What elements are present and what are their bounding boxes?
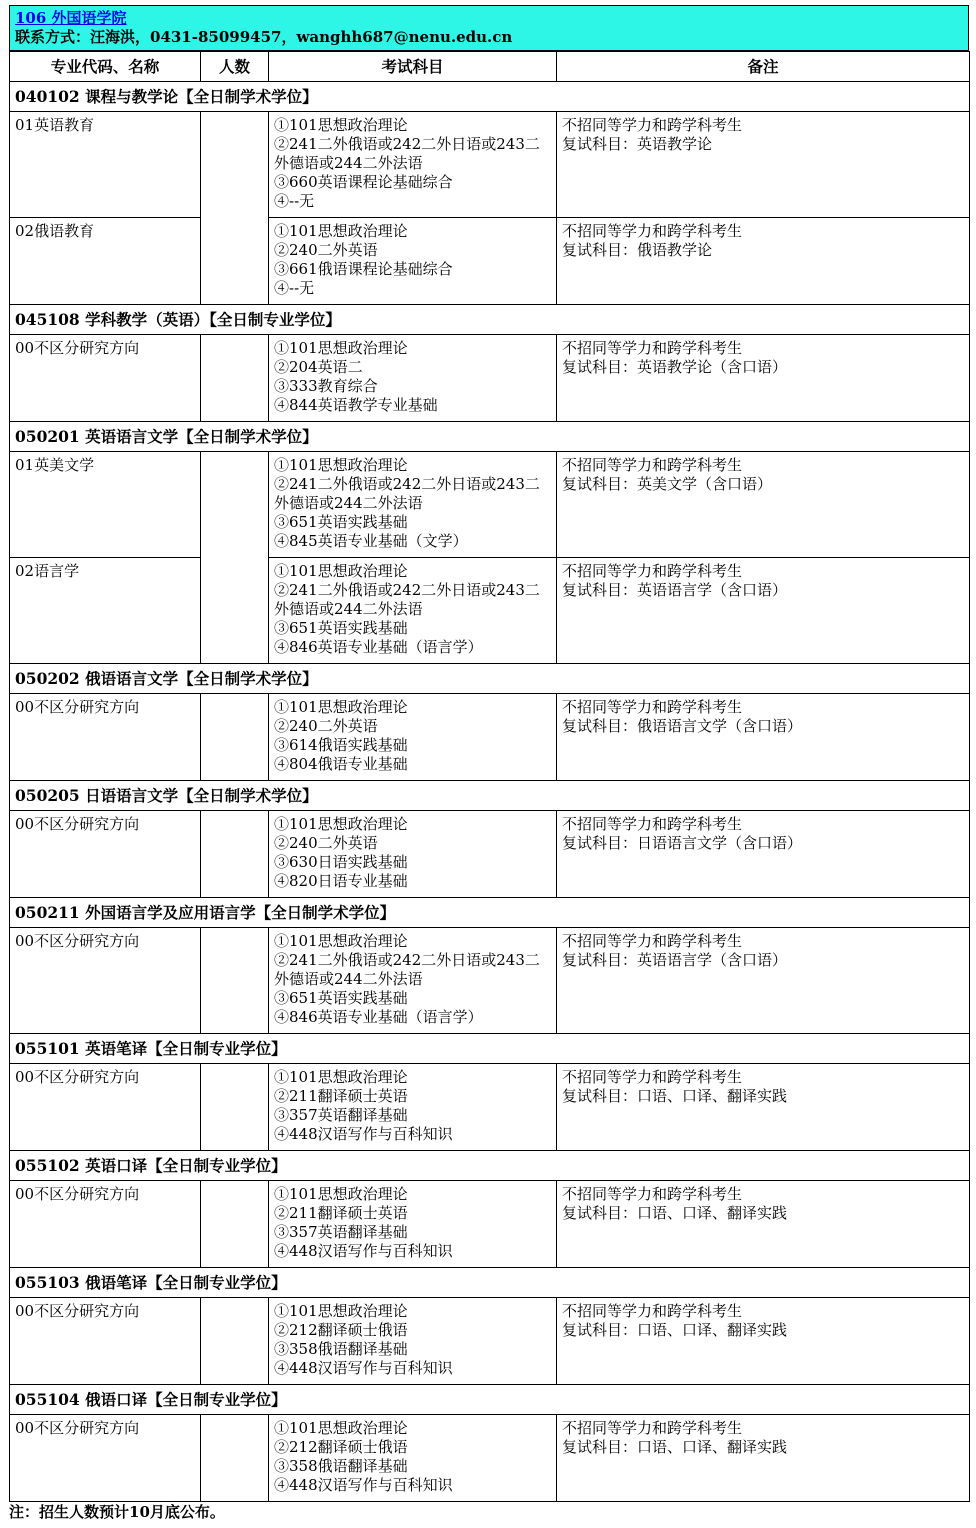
remark-line: 复试科目：英语语言学（含口语） xyxy=(562,581,788,599)
exam-subject-item: ④448汉语写作与百科知识 xyxy=(274,1476,453,1494)
research-direction: 00不区分研究方向 xyxy=(10,1298,201,1385)
exam-subject-item: ③357英语翻译基础 xyxy=(274,1223,408,1241)
remark-line: 不招同等学力和跨学科考生 xyxy=(562,1302,743,1320)
table-row xyxy=(10,1181,970,1268)
enrollment-count xyxy=(201,1181,269,1268)
section-title: 055104 俄语口译【全日制专业学位】 xyxy=(10,1385,970,1415)
remark-line: 复试科目：口语、口译、翻译实践 xyxy=(562,1321,788,1339)
remark-line: 复试科目：日语语言文学（含口语） xyxy=(562,834,803,852)
table-row xyxy=(10,335,970,422)
table-row xyxy=(10,928,970,1034)
exam-subjects xyxy=(269,112,557,218)
remark-line: 不招同等学力和跨学科考生 xyxy=(562,116,743,134)
remark-line: 不招同等学力和跨学科考生 xyxy=(562,1185,743,1203)
remark-line: 复试科目：英美文学（含口语） xyxy=(562,475,773,493)
enrollment-count xyxy=(201,1064,269,1151)
table-row xyxy=(10,1415,970,1502)
exam-subject-item: ④845英语专业基础（文学） xyxy=(274,532,468,550)
exam-subject-item: ②211翻译硕士英语 xyxy=(274,1204,408,1222)
exam-subject-item: ③660英语课程论基础综合 xyxy=(274,173,453,191)
remark-line: 复试科目：英语语言学（含口语） xyxy=(562,951,788,969)
college-header xyxy=(9,5,969,51)
exam-subject-item: ①101思想政治理论 xyxy=(274,932,408,950)
remarks xyxy=(557,1064,970,1151)
exam-subject-item: ②241二外俄语或242二外日语或243二外德语或244二外法语 xyxy=(274,135,540,172)
remark-line: 复试科目：俄语教学论 xyxy=(562,241,713,259)
remarks xyxy=(557,558,970,664)
exam-subject-item: ③333教育综合 xyxy=(274,377,378,395)
exam-subjects xyxy=(269,558,557,664)
section-title: 045108 学科教学（英语）【全日制专业学位】 xyxy=(10,305,970,335)
exam-subject-item: ①101思想政治理论 xyxy=(274,339,408,357)
exam-subject-item: ④846英语专业基础（语言学） xyxy=(274,638,483,656)
remark-line: 不招同等学力和跨学科考生 xyxy=(562,932,743,950)
exam-subject-item: ①101思想政治理论 xyxy=(274,1419,408,1437)
section-title: 050201 英语语言文学【全日制学术学位】 xyxy=(10,422,970,452)
exam-subject-item: ④--无 xyxy=(274,279,315,297)
exam-subject-item: ①101思想政治理论 xyxy=(274,562,408,580)
exam-subject-item: ④804俄语专业基础 xyxy=(274,755,408,773)
remark-line: 复试科目：俄语语言文学（含口语） xyxy=(562,717,803,735)
remark-line: 复试科目：口语、口译、翻译实践 xyxy=(562,1204,788,1222)
remark-line: 复试科目：口语、口译、翻译实践 xyxy=(562,1087,788,1105)
section-header-row xyxy=(10,422,970,452)
exam-subject-item: ④448汉语写作与百科知识 xyxy=(274,1359,453,1377)
table-body xyxy=(10,82,970,1502)
exam-subject-item: ④--无 xyxy=(274,192,315,210)
exam-subject-item: ③661俄语课程论基础综合 xyxy=(274,260,453,278)
section-header-row xyxy=(10,1034,970,1064)
remark-line: 复试科目：英语教学论 xyxy=(562,135,713,153)
enrollment-count xyxy=(201,811,269,898)
remark-line: 不招同等学力和跨学科考生 xyxy=(562,1068,743,1086)
footnote: 注：招生人数预计10月底公布。 xyxy=(9,1503,225,1521)
exam-subject-item: ③651英语实践基础 xyxy=(274,619,408,637)
remarks xyxy=(557,928,970,1034)
table-row xyxy=(10,1298,970,1385)
enrollment-count xyxy=(201,694,269,781)
exam-subject-item: ①101思想政治理论 xyxy=(274,815,408,833)
exam-subject-item: ④448汉语写作与百科知识 xyxy=(274,1242,453,1260)
enrollment-count xyxy=(201,112,269,305)
remarks xyxy=(557,694,970,781)
section-title: 050202 俄语语言文学【全日制学术学位】 xyxy=(10,664,970,694)
section-title: 040102 课程与教学论【全日制学术学位】 xyxy=(10,82,970,112)
exam-subjects xyxy=(269,1181,557,1268)
exam-subjects xyxy=(269,1415,557,1502)
enrollment-count xyxy=(201,928,269,1034)
research-direction: 00不区分研究方向 xyxy=(10,1181,201,1268)
exam-subject-item: ①101思想政治理论 xyxy=(274,1302,408,1320)
remark-line: 不招同等学力和跨学科考生 xyxy=(562,339,743,357)
remark-line: 不招同等学力和跨学科考生 xyxy=(562,562,743,580)
section-title: 055102 英语口译【全日制专业学位】 xyxy=(10,1151,970,1181)
research-direction: 00不区分研究方向 xyxy=(10,694,201,781)
column-header-count: 人数 xyxy=(201,52,269,82)
section-header-row xyxy=(10,82,970,112)
table-row xyxy=(10,558,970,664)
remarks xyxy=(557,1181,970,1268)
exam-subject-item: ①101思想政治理论 xyxy=(274,222,408,240)
contact-info: 联系方式：汪海洪，0431-85099457，wanghh687@nenu.edu.cn xyxy=(15,28,513,46)
exam-subject-item: ④844英语教学专业基础 xyxy=(274,396,438,414)
admissions-table xyxy=(9,51,970,1502)
remarks xyxy=(557,452,970,558)
enrollment-count xyxy=(201,1298,269,1385)
exam-subjects xyxy=(269,1064,557,1151)
remarks xyxy=(557,811,970,898)
column-header-notes: 备注 xyxy=(557,52,970,82)
research-direction: 00不区分研究方向 xyxy=(10,811,201,898)
exam-subjects xyxy=(269,452,557,558)
enrollment-count xyxy=(201,452,269,664)
exam-subject-item: ②204英语二 xyxy=(274,358,363,376)
table-header-row xyxy=(10,52,970,82)
exam-subject-item: ①101思想政治理论 xyxy=(274,116,408,134)
college-title-link[interactable]: 106 外国语学院 xyxy=(15,9,127,27)
table-row xyxy=(10,452,970,558)
exam-subject-item: ④820日语专业基础 xyxy=(274,872,408,890)
exam-subject-item: ②240二外英语 xyxy=(274,834,378,852)
exam-subject-item: ②241二外俄语或242二外日语或243二外德语或244二外法语 xyxy=(274,951,540,988)
exam-subject-item: ③614俄语实践基础 xyxy=(274,736,408,754)
research-direction: 00不区分研究方向 xyxy=(10,1415,201,1502)
exam-subject-item: ①101思想政治理论 xyxy=(274,1185,408,1203)
research-direction: 00不区分研究方向 xyxy=(10,335,201,422)
exam-subject-item: ②240二外英语 xyxy=(274,241,378,259)
table-row xyxy=(10,811,970,898)
exam-subjects xyxy=(269,811,557,898)
exam-subject-item: ②212翻译硕士俄语 xyxy=(274,1321,408,1339)
exam-subject-item: ②241二外俄语或242二外日语或243二外德语或244二外法语 xyxy=(274,475,540,512)
exam-subject-item: ①101思想政治理论 xyxy=(274,1068,408,1086)
remarks xyxy=(557,335,970,422)
research-direction: 02俄语教育 xyxy=(10,218,201,305)
remarks xyxy=(557,218,970,305)
remarks xyxy=(557,112,970,218)
enrollment-count xyxy=(201,335,269,422)
table-row xyxy=(10,112,970,218)
exam-subject-item: ①101思想政治理论 xyxy=(274,698,408,716)
remark-line: 复试科目：英语教学论（含口语） xyxy=(562,358,788,376)
section-header-row xyxy=(10,781,970,811)
research-direction: 01英美文学 xyxy=(10,452,201,558)
exam-subject-item: ①101思想政治理论 xyxy=(274,456,408,474)
exam-subject-item: ③358俄语翻译基础 xyxy=(274,1457,408,1475)
section-header-row xyxy=(10,1151,970,1181)
exam-subjects xyxy=(269,335,557,422)
enrollment-count xyxy=(201,1415,269,1502)
remarks xyxy=(557,1415,970,1502)
section-title: 050211 外国语言学及应用语言学【全日制学术学位】 xyxy=(10,898,970,928)
exam-subject-item: ③651英语实践基础 xyxy=(274,513,408,531)
section-header-row xyxy=(10,305,970,335)
exam-subjects xyxy=(269,928,557,1034)
remark-line: 不招同等学力和跨学科考生 xyxy=(562,1419,743,1437)
exam-subject-item: ②211翻译硕士英语 xyxy=(274,1087,408,1105)
exam-subject-item: ④448汉语写作与百科知识 xyxy=(274,1125,453,1143)
column-header-exams: 考试科目 xyxy=(269,52,557,82)
page xyxy=(9,5,969,1522)
research-direction: 02语言学 xyxy=(10,558,201,664)
exam-subject-item: ③358俄语翻译基础 xyxy=(274,1340,408,1358)
research-direction: 00不区分研究方向 xyxy=(10,1064,201,1151)
exam-subjects xyxy=(269,1298,557,1385)
table-row xyxy=(10,1064,970,1151)
exam-subjects xyxy=(269,694,557,781)
remark-line: 不招同等学力和跨学科考生 xyxy=(562,456,743,474)
remarks xyxy=(557,1298,970,1385)
section-header-row xyxy=(10,898,970,928)
remark-line: 不招同等学力和跨学科考生 xyxy=(562,698,743,716)
exam-subject-item: ④846英语专业基础（语言学） xyxy=(274,1008,483,1026)
table-row xyxy=(10,218,970,305)
exam-subject-item: ③651英语实践基础 xyxy=(274,989,408,1007)
exam-subjects xyxy=(269,218,557,305)
exam-subject-item: ③357英语翻译基础 xyxy=(274,1106,408,1124)
exam-subject-item: ②240二外英语 xyxy=(274,717,378,735)
section-header-row xyxy=(10,664,970,694)
section-header-row xyxy=(10,1385,970,1415)
remark-line: 复试科目：口语、口译、翻译实践 xyxy=(562,1438,788,1456)
section-title: 050205 日语语言文学【全日制学术学位】 xyxy=(10,781,970,811)
section-title: 055103 俄语笔译【全日制专业学位】 xyxy=(10,1268,970,1298)
exam-subject-item: ②241二外俄语或242二外日语或243二外德语或244二外法语 xyxy=(274,581,540,618)
research-direction: 01英语教育 xyxy=(10,112,201,218)
section-title: 055101 英语笔译【全日制专业学位】 xyxy=(10,1034,970,1064)
exam-subject-item: ②212翻译硕士俄语 xyxy=(274,1438,408,1456)
remark-line: 不招同等学力和跨学科考生 xyxy=(562,815,743,833)
column-header-major: 专业代码、名称 xyxy=(10,52,201,82)
table-row xyxy=(10,694,970,781)
section-header-row xyxy=(10,1268,970,1298)
research-direction: 00不区分研究方向 xyxy=(10,928,201,1034)
exam-subject-item: ③630日语实践基础 xyxy=(274,853,408,871)
remark-line: 不招同等学力和跨学科考生 xyxy=(562,222,743,240)
